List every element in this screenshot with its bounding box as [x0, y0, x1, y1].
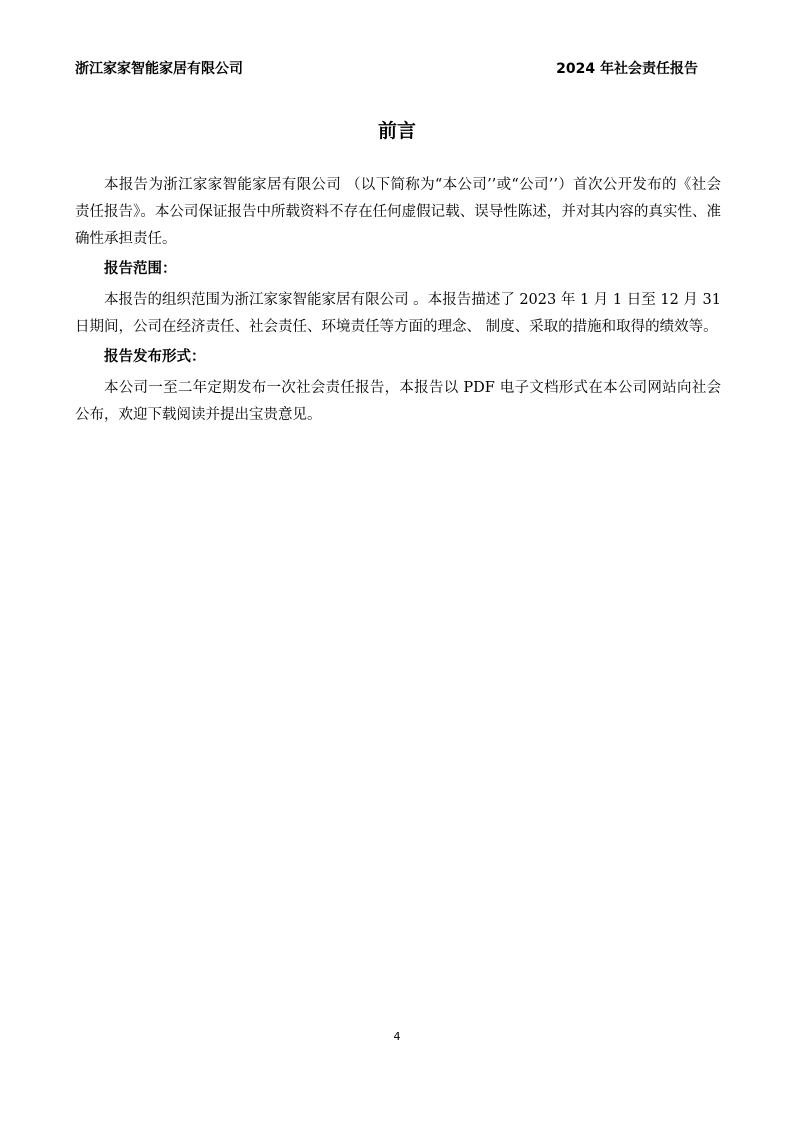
format-paragraph: 本公司一至二年定期发布一次社会责任报告，本报告以 PDF 电子文档形式在本公司网站向社会公布，欢迎下载阅读并提出宝贵意见。	[75, 380, 721, 423]
page-number: 4	[393, 1030, 401, 1043]
scope-heading: 报告范围：	[104, 261, 177, 277]
page-title: 前言	[377, 120, 416, 142]
scope-paragraph: 本报告的组织范围为浙江家家智能家居有限公司 。本报告描述了 2023 年 1 月 1 日至 12 月 31 日期间，公司在经济责任、社会责任、环境责任等方面的理念、 制度、采取的措施和取得的绩效等。	[75, 292, 721, 335]
header-report-title: 2024 年社会责任报告	[556, 61, 698, 77]
header-company-name: 浙江家家智能家居有限公司	[75, 61, 243, 77]
intro-paragraph: 本报告为浙江家家智能家居有限公司 （以下简称为“本公司’’或“公司’’）首次公开发布的《社会责任报告》。本公司保证报告中所载资料不存在任何虚假记载、误导性陈述，并对其内容的真实性、准确性承担责任。	[75, 177, 721, 247]
format-heading: 报告发布形式：	[104, 349, 206, 365]
document-body	[75, 172, 721, 429]
